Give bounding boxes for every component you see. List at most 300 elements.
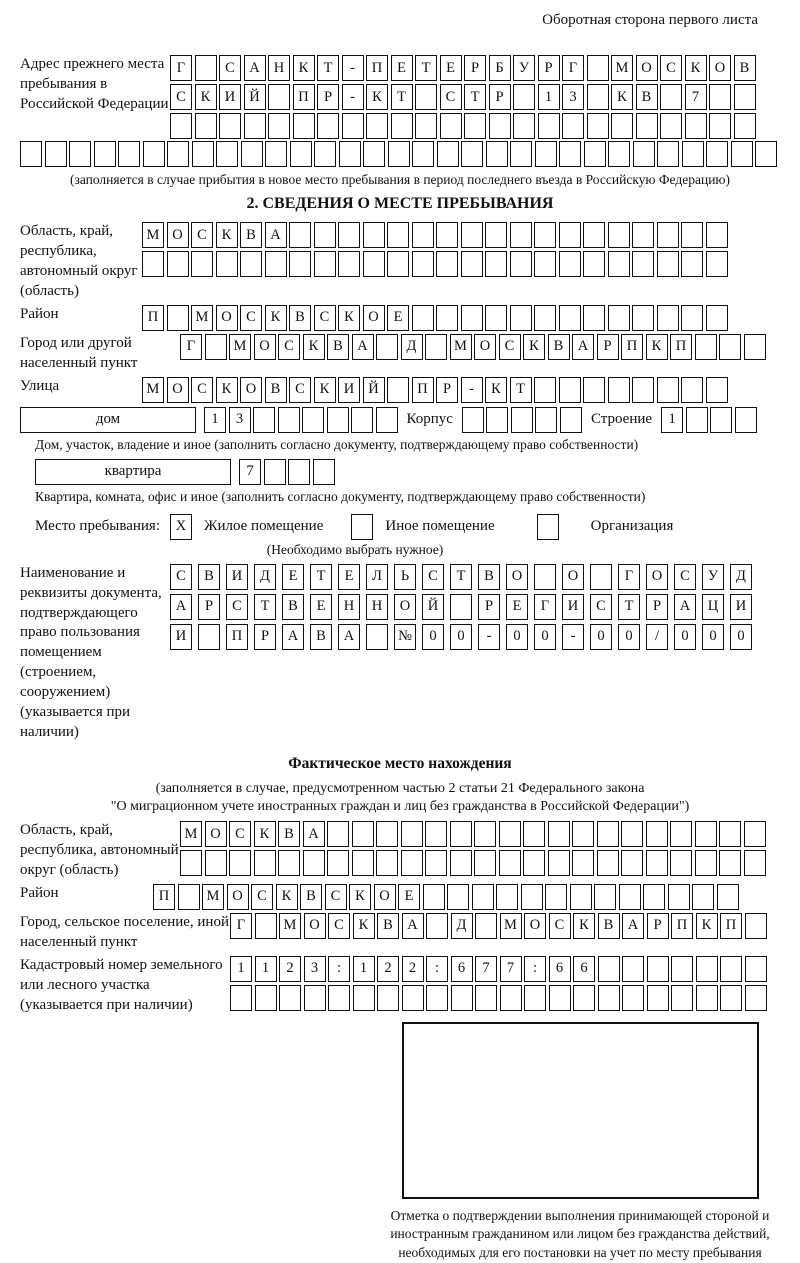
stamp-caption: Отметка о подтверждении выполнения принимающей стороной и иностранным гражданином или лицом без гражданства действий, необходимых для его постановки на учет по месту пребывания [390,1207,770,1261]
char-box: 1 [204,407,226,433]
char-box: П [670,334,692,360]
char-box: / [646,624,668,650]
char-box [264,459,286,485]
char-box [513,84,535,110]
char-box: В [198,564,220,590]
char-box [216,251,238,277]
char-box: И [562,594,584,620]
char-box [363,251,385,277]
section2-street-group [20,377,780,403]
char-box: М [450,334,472,360]
char-box [587,84,609,110]
char-box [670,821,692,847]
char-box: П [720,913,742,939]
char-box [366,113,388,139]
char-box [363,141,385,167]
char-box [594,884,616,910]
apartment-number-row [239,459,335,485]
stay-type-label: Место пребывания: [35,518,160,535]
char-box [426,985,448,1011]
char-box [608,251,630,277]
cadastral-row-2 [230,985,767,1011]
char-box: М [279,913,301,939]
char-box [314,251,336,277]
char-box [244,113,266,139]
char-box [376,850,398,876]
char-box [472,884,494,910]
char-box [744,821,766,847]
char-box [425,821,447,847]
char-box [619,884,641,910]
char-box [583,251,605,277]
char-box: Е [310,594,332,620]
char-box [142,251,164,277]
char-box [412,141,434,167]
char-box [265,141,287,167]
char-box [436,222,458,248]
char-box: В [240,222,262,248]
char-box: О [205,821,227,847]
char-box: У [513,55,535,81]
char-box: К [276,884,298,910]
char-box [621,821,643,847]
char-box [668,884,690,910]
char-box [670,850,692,876]
apartment-label-box: квартира [35,459,231,485]
char-box: В [636,84,658,110]
char-box [20,141,42,167]
char-box: № [394,624,416,650]
char-box: О [254,334,276,360]
char-box: А [244,55,266,81]
char-box: С [289,377,311,403]
char-box: Е [440,55,462,81]
ownership-document-label: Наименование и реквизиты документа, подтверждающего право пользования помещением (строением, сооружением) (указывается при наличии) [20,564,162,741]
char-box: К [349,884,371,910]
section2-title: 2. СВЕДЕНИЯ О МЕСТЕ ПРЕБЫВАНИЯ [246,195,554,212]
char-box [692,884,714,910]
char-box [535,407,557,433]
section2-district-row [142,305,728,331]
char-box: Р [254,624,276,650]
char-box: Е [282,564,304,590]
char-box: В [734,55,756,81]
section2-region-row-2 [142,251,728,277]
ownership-document-group [20,564,780,743]
char-box: О [363,305,385,331]
char-box [327,821,349,847]
char-box [534,305,556,331]
char-box [461,222,483,248]
char-box [681,251,703,277]
char-box [425,334,447,360]
page-header-note: Оборотная сторона первого листа [542,12,758,28]
char-box: К [254,821,276,847]
char-box [559,141,581,167]
char-box: О [562,564,584,590]
char-box: В [377,913,399,939]
char-box: О [216,305,238,331]
char-box: 2 [377,956,399,982]
char-box: К [485,377,507,403]
stay-type-option-other-label: Иное помещение [385,518,495,535]
char-box: : [524,956,546,982]
char-box [351,407,373,433]
prev-address-row-4 [20,141,780,167]
char-box: П [226,624,248,650]
char-box: Р [646,594,668,620]
char-box [696,985,718,1011]
char-box: Р [478,594,500,620]
char-box: П [142,305,164,331]
char-box [450,594,472,620]
actual-region-row-1 [180,821,766,847]
char-box [425,850,447,876]
char-box: С [590,594,612,620]
char-box: М [142,222,164,248]
char-box [632,305,654,331]
ownership-document-row-3 [170,624,752,650]
char-box: К [303,334,325,360]
char-box: 6 [451,956,473,982]
actual-district-row [153,884,739,910]
char-box: Й [422,594,444,620]
char-box: М [229,334,251,360]
prev-address-group [20,55,780,139]
char-box: 1 [538,84,560,110]
char-box [570,884,592,910]
char-box: Л [366,564,388,590]
stay-type-checkbox-other [351,514,373,540]
char-box [489,113,511,139]
char-box [608,305,630,331]
char-box: И [730,594,752,620]
char-box: О [304,913,326,939]
char-box: Т [310,564,332,590]
char-box [278,407,300,433]
char-box [391,113,413,139]
section2-city-label: Город или другой населенный пункт [20,334,138,371]
actual-district-label: Район [20,884,59,901]
char-box: П [153,884,175,910]
char-box [69,141,91,167]
prev-address-row-1 [170,55,756,81]
char-box [657,305,679,331]
char-box [205,850,227,876]
char-box: 0 [618,624,640,650]
char-box [388,141,410,167]
char-box [510,305,532,331]
char-box: С [440,84,462,110]
char-box: Г [562,55,584,81]
char-box [608,141,630,167]
char-box [327,850,349,876]
char-box: М [202,884,224,910]
ownership-document-row-1 [170,564,752,590]
char-box [486,141,508,167]
char-box [192,141,214,167]
stamp-area [380,1022,780,1263]
char-box [289,251,311,277]
char-box: 3 [229,407,251,433]
char-box: М [611,55,633,81]
char-box: 0 [590,624,612,650]
char-box [647,956,669,982]
char-box [534,251,556,277]
char-box: С [278,334,300,360]
char-box [303,850,325,876]
char-box [720,985,742,1011]
char-box [178,884,200,910]
char-box: 7 [685,84,707,110]
char-box [387,251,409,277]
char-box [548,850,570,876]
actual-region-label: Область, край, республика, автономный округ (область) [20,822,179,878]
char-box: К [195,84,217,110]
char-box: О [167,377,189,403]
char-box: П [621,334,643,360]
char-box: Е [398,884,420,910]
actual-location-note-1: (заполняется в случае, предусмотренном частью 2 статьи 21 Федерального закона [155,781,645,797]
stroenie-row [661,407,757,433]
char-box [268,113,290,139]
char-box: 1 [255,956,277,982]
char-box: С [251,884,273,910]
char-box: И [170,624,192,650]
char-box: О [374,884,396,910]
char-box: К [573,913,595,939]
char-box [660,84,682,110]
stay-type-option-residential-label: Жилое помещение [204,518,324,535]
char-box [695,850,717,876]
char-box [549,985,571,1011]
char-box: А [265,222,287,248]
char-box [499,850,521,876]
char-box: О [524,913,546,939]
char-box: 0 [730,624,752,650]
char-box [632,222,654,248]
char-box: Д [254,564,276,590]
char-box [696,956,718,982]
char-box [216,141,238,167]
char-box: О [709,55,731,81]
apartment-note: Квартира, комната, офис и иное (заполнить согласно документу, подтверждающему право собственности) [35,488,646,504]
char-box: 7 [239,459,261,485]
char-box [474,821,496,847]
char-box: В [265,377,287,403]
char-box [622,985,644,1011]
prev-address-note: (заполняется в случае прибытия в новое место пребывания в период последнего въезда в Российскую Федерацию) [69,172,731,187]
char-box [219,113,241,139]
char-box [717,884,739,910]
char-box: С [422,564,444,590]
char-box: Т [464,84,486,110]
char-box: Р [597,334,619,360]
char-box [534,377,556,403]
char-box [706,251,728,277]
char-box: Е [387,305,409,331]
char-box: Б [489,55,511,81]
char-box: С [325,884,347,910]
char-box: В [289,305,311,331]
char-box [254,850,276,876]
char-box: 0 [702,624,724,650]
char-box [538,113,560,139]
char-box [366,624,388,650]
char-box [293,113,315,139]
char-box [500,985,522,1011]
char-box [195,113,217,139]
char-box [450,850,472,876]
char-box [412,305,434,331]
actual-city-label: Город, сельское поселение, иной населенный пункт [20,913,229,950]
char-box [412,222,434,248]
char-box [464,113,486,139]
char-box [450,821,472,847]
char-box [499,821,521,847]
cadastral-row-1 [230,956,767,982]
char-box [167,251,189,277]
char-box: - [342,55,364,81]
char-box: Д [730,564,752,590]
actual-city-group [20,913,780,953]
section2-region-row-1 [142,222,728,248]
char-box [198,624,220,650]
char-box: С [219,55,241,81]
char-box: Е [338,564,360,590]
char-box: : [426,956,448,982]
char-box [745,985,767,1011]
char-box [548,821,570,847]
char-box [583,377,605,403]
char-box: 2 [402,956,424,982]
char-box: К [366,84,388,110]
char-box [706,222,728,248]
char-box [608,377,630,403]
section2-region-group [20,222,780,302]
char-box: П [671,913,693,939]
char-box [485,222,507,248]
char-box: К [696,913,718,939]
char-box [611,113,633,139]
char-box: К [646,334,668,360]
char-box [191,251,213,277]
char-box: С [170,84,192,110]
char-box [167,305,189,331]
char-box [671,956,693,982]
char-box: А [674,594,696,620]
char-box: М [180,821,202,847]
char-box: С [499,334,521,360]
house-number-row [204,407,398,433]
char-box: Т [317,55,339,81]
char-box [376,407,398,433]
char-box: А [622,913,644,939]
char-box [583,222,605,248]
char-box: 1 [230,956,252,982]
char-box [719,334,741,360]
char-box: Т [415,55,437,81]
char-box [180,850,202,876]
char-box [475,913,497,939]
char-box [646,821,668,847]
section2-city-group [20,334,780,374]
cadastral-label: Кадастровый номер земельного или лесного участка (указывается при наличии) [20,956,223,1013]
char-box: Н [366,594,388,620]
char-box: Т [510,377,532,403]
section2-district-label: Район [20,305,59,322]
char-box [415,113,437,139]
char-box: А [402,913,424,939]
char-box: Г [180,334,202,360]
char-box [352,821,374,847]
actual-location-note-2: "О миграционном учете иностранных граждан и лиц без гражданства в Российской Федерации") [110,799,690,815]
char-box: Р [464,55,486,81]
char-box [279,985,301,1011]
char-box [338,251,360,277]
char-box [255,985,277,1011]
char-box: Р [198,594,220,620]
cadastral-rows [230,956,767,1011]
char-box [437,141,459,167]
char-box: Р [489,84,511,110]
char-box [440,113,462,139]
char-box [376,334,398,360]
char-box [660,113,682,139]
char-box [510,141,532,167]
char-box: - [461,377,483,403]
stroenie-label: Строение [590,411,653,428]
char-box: В [278,821,300,847]
char-box [573,985,595,1011]
char-box: С [549,913,571,939]
char-box: П [412,377,434,403]
char-box: П [293,84,315,110]
char-box: В [327,334,349,360]
apartment-row [35,459,780,485]
char-box [143,141,165,167]
char-box: Т [450,564,472,590]
char-box [598,985,620,1011]
char-box [534,564,556,590]
char-box [195,55,217,81]
char-box [709,84,731,110]
char-box: И [219,84,241,110]
prev-address-label: Адрес прежнего места пребывания в Российской Федерации [20,56,169,112]
char-box: 1 [661,407,683,433]
char-box: 0 [506,624,528,650]
char-box: - [478,624,500,650]
korpus-row [462,407,582,433]
char-box [709,113,731,139]
char-box [657,141,679,167]
char-box [560,407,582,433]
char-box [671,985,693,1011]
cadastral-group [20,956,780,1016]
char-box: Д [401,334,423,360]
char-box [415,84,437,110]
char-box: С [240,305,262,331]
char-box: Ц [702,594,724,620]
char-box [559,377,581,403]
char-box: Р [647,913,669,939]
char-box: С [170,564,192,590]
char-box [695,334,717,360]
char-box: - [342,84,364,110]
char-box [423,884,445,910]
char-box [646,850,668,876]
char-box [376,821,398,847]
